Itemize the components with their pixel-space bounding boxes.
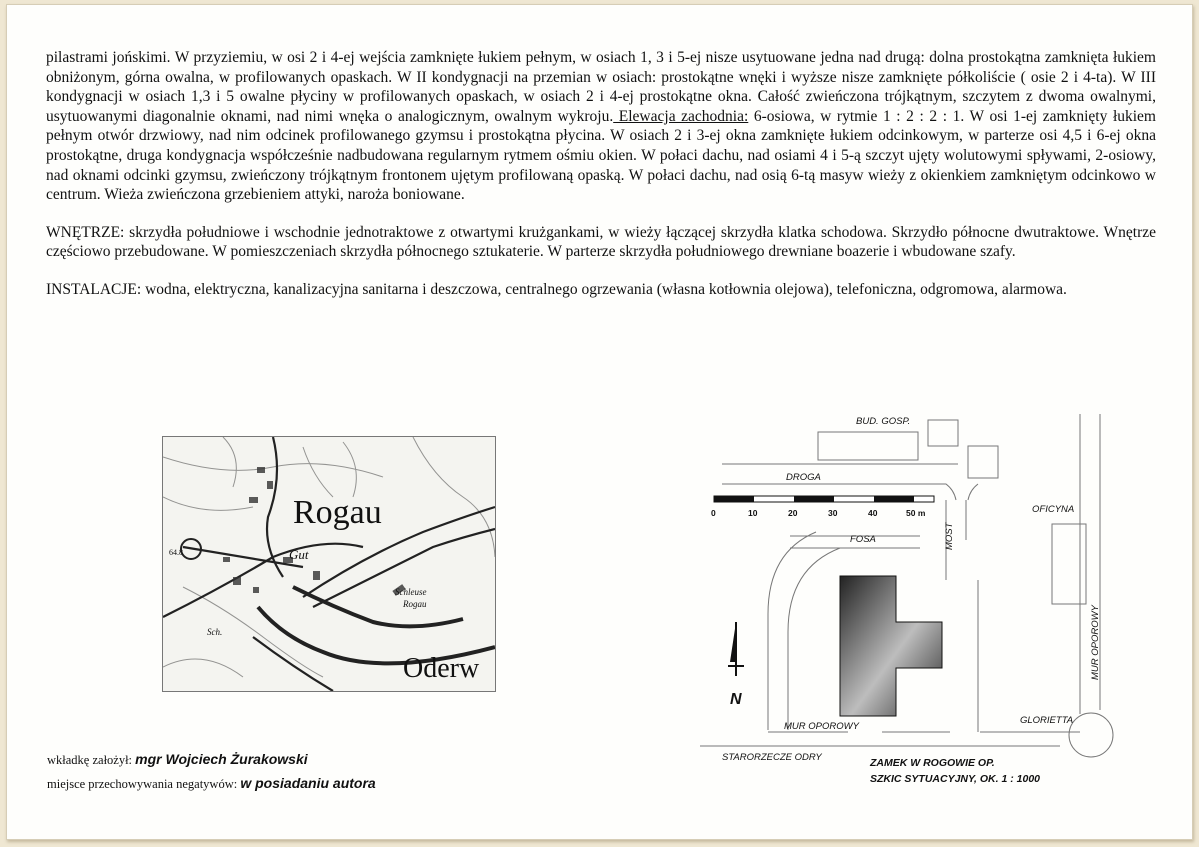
label-mur-oporowy-right: MUR OPOROWY xyxy=(1090,605,1101,680)
castle-footprint xyxy=(840,576,942,716)
scale-label-40: 40 xyxy=(868,508,878,518)
author-label: wkładkę założył: xyxy=(47,753,133,767)
credits xyxy=(47,748,376,796)
storage-line xyxy=(47,772,376,796)
scale-label-10: 10 xyxy=(748,508,758,518)
storage-label: miejsce przechowywania negatywów: xyxy=(47,777,238,791)
paragraph-installations: INSTALACJE: wodna, elektryczna, kanalizacyjna sanitarna i deszczowa, centralnego ogrzewania (własna kotłownia olejowa), telefoniczna, odgromowa, alarmowa. xyxy=(46,280,1067,298)
map-label-elevation: 64.8 xyxy=(169,548,183,557)
paragraph-interior: WNĘTRZE: skrzydła południowe i wschodnie jednotraktowe z otwartymi krużgankami, w wieży łączącej skrzydła klatka schodowa. Skrzydło północne dwutraktowe. Wnętrze częściowo przebudowane. W pomieszczeniach skrzydła północnego sztukaterie. W parterze skrzydła południowego drewniane boazerie i wbudowane szafy. xyxy=(46,223,1156,261)
paragraph-elevation xyxy=(46,48,1156,205)
author-name: mgr Wojciech Żurakowski xyxy=(135,751,308,767)
scale-label-20: 20 xyxy=(788,508,798,518)
map-label-schleuse-rogau: Rogau xyxy=(403,599,427,609)
label-oficyna: OFICYNA xyxy=(1032,504,1075,515)
heading-west-elevation: Elewacja zachodnia: xyxy=(613,107,749,125)
map-label-sch: Sch. xyxy=(207,627,223,637)
map-label-gut: Gut xyxy=(289,547,309,562)
historic-map-drawing xyxy=(163,437,495,691)
scale-bar xyxy=(711,496,934,518)
label-fosa: FOSA xyxy=(850,534,876,545)
map-label-schleuse: Schleuse xyxy=(395,587,427,597)
map-label-oderw: Oderw xyxy=(403,653,480,684)
site-sketch xyxy=(700,400,1140,800)
historic-map xyxy=(162,436,496,692)
north-label: N xyxy=(730,691,742,708)
scale-label-50: 50 m xyxy=(906,508,926,518)
label-glorietta: GLORIETTA xyxy=(1020,715,1074,726)
author-line xyxy=(47,748,376,772)
paragraph1-part-a: pilastrami jońskimi. W przyziemiu, w osi 2 i 4-ej wejścia zamknięte łukiem pełnym, w osiach 1, 3 i 5-ej nisze usytuowane jedna nad drugą: dolna prostokątna zamknięta łukiem obniżonym, górna owalna, w profilowanych opaskach. W II kondygnacji na przemian w osiach: prostokątne wnęki i wyższe nisze zamknięte półkoliście ( osie 2 i 4-ta). W III kondygnacji w osiach 1,3 i 5 owalne płyciny w profilowanych opaskach, w osiach 2 i 4-ej prostokątne okna. Całość zwieńczona trójkątnym, szczytem z dwoma owalnymi, usytuowanymi diagonalnie oknami, nad nimi wnęka o analogicznym, owalnym wykroju. xyxy=(46,49,1156,125)
label-droga: DROGA xyxy=(786,472,821,483)
north-arrow xyxy=(728,622,744,708)
sketch-title-line2: SZKIC SYTUACYJNY, OK. 1 : 1000 xyxy=(870,773,1040,785)
label-bud-gosp: BUD. GOSP. xyxy=(856,416,911,427)
site-sketch-drawing xyxy=(700,400,1140,800)
scale-label-30: 30 xyxy=(828,508,838,518)
storage-value: w posiadaniu autora xyxy=(240,775,376,791)
label-mur-oporowy-bottom: MUR OPOROWY xyxy=(784,721,859,732)
description-text xyxy=(46,48,1156,318)
label-most: MOST xyxy=(944,522,955,550)
scale-label-0: 0 xyxy=(711,508,716,518)
map-label-rogau: Rogau xyxy=(293,494,382,531)
paragraph1-part-b: 6-osiowa, w rytmie 1 : 2 : 2 : 1. W osi 1-ej zamknięty łukiem pełnym otwór drzwiowy, nad nim odcinek profilowanego gzymsu i prostokątna płycina. W osiach 2 i 3-ej okna zamknięte łukiem odcinkowym, w parterze osi 4,5 i 6-ej okna prostokątne, druga kondygnacja współcześnie nadbudowana regularnym rytmem ośmiu okien. W połaci dachu, nad osiami 4 i 5-ą szczyt ujęty wolutowymi spływami, 2-osiowy, nad oknami odcinki gzymsu, zwieńczony trójkątnym frontonem ujętym profilowaną opaską. W połaci dachu, nad osią 6-tą masyw wieży z okienkiem zamkniętym odcinkowo w centrum. Wieża zwieńczona grzebieniem attyki, naroża boniowane. xyxy=(46,107,1156,204)
label-starorzecze: STARORZECZE ODRY xyxy=(722,752,822,763)
sketch-title-line1: ZAMEK W ROGOWIE OP. xyxy=(870,757,995,769)
